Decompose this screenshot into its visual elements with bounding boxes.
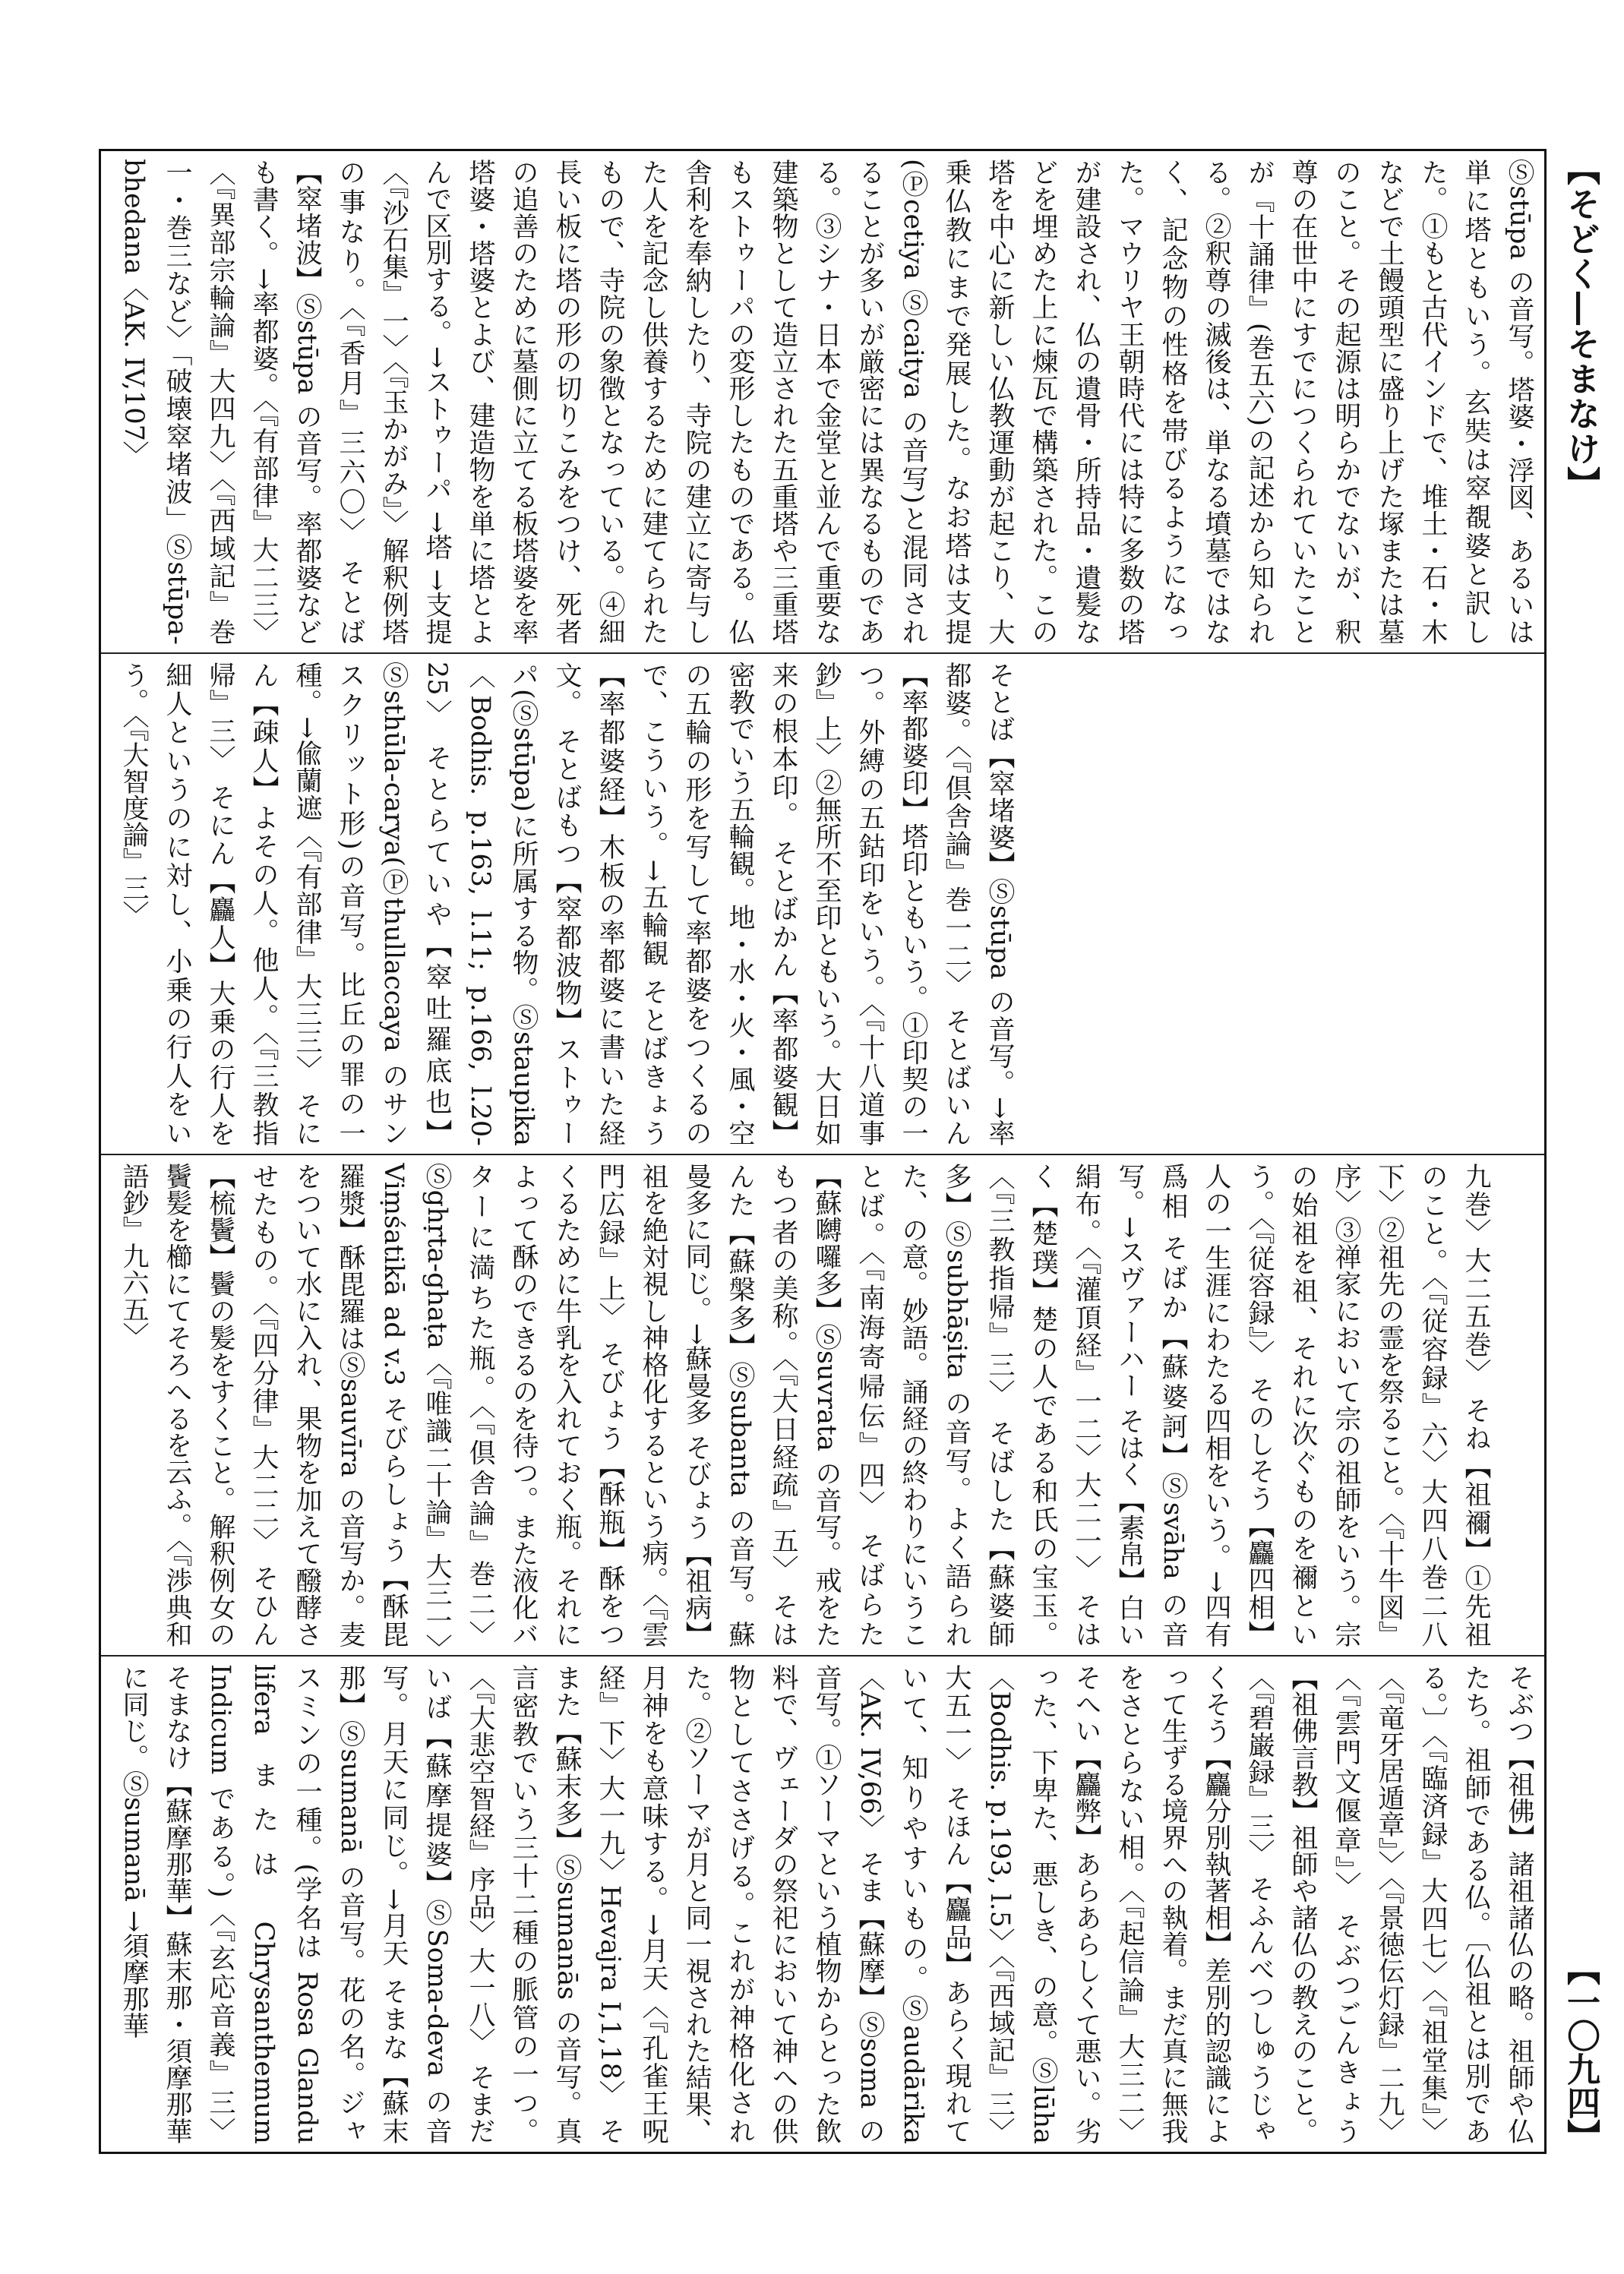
entry: そびらしょう【酥毘羅漿】酥毘羅はⓈsauvīra の音写か。麦をついて水に入れ、果物を加えて醱酵させたもの。〈『四分律』大二二〉 (248, 1163, 409, 1647)
entry: そぶつごんきょう【祖佛言教】祖師や諸仏の教えのこと。〈『碧巌録』三〉 (1244, 1664, 1361, 2144)
entry: そはく【素帛】白い絹布。〈『灌頂経』一二〉大二一〉 (1071, 1163, 1145, 1647)
entry: そにん【疎人】よその人。他人。〈『三教指帰』三〉 (205, 662, 322, 1146)
entry: そはく【楚璞】楚の人である和氏の宝玉。〈『三教指帰』三〉 (984, 1163, 1101, 1647)
entry: そね【祖禰】①先祖のこと。〈『従容録』六〉大四八巻二八下〉②祖先の霊を祭ること。〈『十牛図』序〉③禅家において宗の祖師をいう。宗の始祖を祖、それに次ぐものを禰という。〈『従容録』〉 (1244, 1163, 1491, 1647)
tier-1 (101, 151, 1544, 652)
tier-3 (101, 1154, 1544, 1655)
entry: そとばかん【率都婆観】密教でいう五輪観。地・水・火・風・空の五輪の形を写して率都婆をつくるので、こういう。→五輪観 (638, 662, 798, 1146)
header-close-bracket: 】 (1561, 466, 1600, 501)
entry: そまな【蘇末那】Ⓢsumanā の音写。花の名。ジャスミンの一種。(学名は Rosa Glandu lifera または Chrysanthemum Indicum である。)〈『玄応音義』三〉 (205, 1664, 409, 2144)
tier-4 (101, 1655, 1544, 2152)
entry: そばらた【蘇嚩囉多】Ⓢsuvrata の音写。戒をたもつ者の美称。〈『大日経疏』五〉 (768, 1163, 885, 1647)
running-header (1561, 152, 1600, 501)
entry: そへい【麤弊】あらあらしくて悪い。劣った、下卑た、悪しき、の意。Ⓢlūha〈Bodhis. p.193, l.5〉〈『西域記』三〉大五一〉 (941, 1664, 1101, 2144)
entry: そぶつ【祖佛】諸祖諸仏の略。祖師や仏たち。祖師である仏。〔仏祖とは別である。〕〈『臨済録』大四七〉〈『祖堂集』〉〈『竜牙居遁章』〉〈『景徳伝灯録』二九〉〈『雲門文偃章』〉 (1331, 1664, 1534, 2144)
header-open-bracket: 【 (1561, 152, 1600, 187)
tier-2-text (112, 662, 1021, 1146)
entry: そまた【蘇末多】Ⓢsumanās の音写。真言密教でいう三十二種の脈管の一つ。〈『大悲空智経』序品〉大一八〉 (465, 1664, 625, 2144)
tier-4-text (112, 1664, 1540, 2144)
entry: そまなけ【蘇摩那華】蘇末那・須摩那華に同じ。Ⓢsumanā →須摩那華 (118, 1664, 192, 2144)
entry: そとらていや【窣吐羅底也】Ⓢsthūla-carya(Ⓟthullaccaya のサンスクリット形)の音写。比丘の罪の一種。→偸蘭遮〈『有部律』大三三〉 (292, 662, 452, 1146)
entry: そばか【蘇婆訶】Ⓢsvāha の音写。→スヴァーハー (1114, 1163, 1188, 1647)
tier-3-text (112, 1163, 1497, 1647)
entry: そほん【麤品】あらく現れていて、知りやすいもの。Ⓢaudārika〈AK. IV,66〉 (855, 1664, 972, 2144)
entry: そとばいん【率都婆印】塔印ともいう。①印契の一つ。外縛の五鈷印をいう。〈『十八道事鈔』上〉②無所不至印ともいう。大日如来の根本印。 (768, 662, 972, 1146)
entry: そとば【窣堵波】Ⓢstūpa の音写。率都婆なども書く。→率都婆。〈『有部律』大二三〉〈『異部宗輪論』大四九〉〈『西域記』巻一・巻三など〉「破壊窣堵波」Ⓢstūpa-bhedana〈AK. IV,107〉 (118, 159, 365, 645)
entry: そとば【窣堵婆】Ⓢstūpa の音写。→率都婆。〈『倶舎論』巻一二〉 (941, 662, 1015, 1146)
entry: 九巻〉大二五巻〉 (1461, 1163, 1491, 1387)
entry: そふんべつしゅうじゃくそう【麤分別執著相】差別的認識によって生ずる境界への執着。まだ真に無我をさとらない相。〈『起信論』大三二〉 (1114, 1664, 1275, 2144)
entry: そびょう【祖病】祖を絶対視し神格化するという病。〈『雲門広録』上〉 (595, 1163, 712, 1647)
entry: そとばきょう【率都婆経】木板の率都婆に書いた経文。 (551, 662, 668, 1146)
entry: そまだいば【蘇摩提婆】ⓈSoma-deva の音写。月天に同じ。→月天 (378, 1664, 495, 2144)
header-title: そどく―そまなけ (1561, 187, 1600, 466)
page-frame (99, 149, 1547, 2154)
entry: そま【蘇摩】Ⓢsoma の音写。①ソーマという植物からとった飲料で、ヴェーダの祭祀において神への供物としてささげる。これが神格化された。②ソーマが月と同一視された結果、月神をも意味する。→月天〈『孔雀王呪経』下〉大一九〉Hevajra I,1,18〉 (595, 1664, 885, 2144)
entry: そのしそう【麤四相】人の一生涯にわたる四相をいう。→四有爲相 (1158, 1163, 1275, 1647)
entry: そとばもつ【窣都波物】ストゥーパ(Ⓢstūpa)に所属する物。Ⓢstaupika〈Bodhis. p.163, l.11; p.166, l.20-25〉 (422, 662, 582, 1146)
entry: Ⓢstūpa の音写。塔婆・浮図、あるいは単に塔ともいう。玄奘は窣覩婆と訳した。①もと古代インドで、堆土・石・木などで土饅頭型に盛り上げた塚または墓のこと。その起源は明らかでないが、釈尊の在世中にすでにつくられていたことが『十誦律』(巻五六)の記述から知られる。②釈尊の滅後は、単なる墳墓ではなく、記念物の性格を帯びるようになった。マウリヤ王朝時代には特に多数の塔が建設され、仏の遺骨・所持品・遺髪などを埋めた上に煉瓦で構築された。この塔を中心に新しい仏教運動が起こり、大乗仏教にまで発展した。なお塔は支提(Ⓟcetiya Ⓢcaitya の音写)と混同されることが多いが厳密には異なるものである。③シナ・日本で金堂と並んで重要な建築物として造立された五重塔や三重塔もストゥーパの変形したものである。仏舎利を奉納したり、寺院の建立に寄与した人を記念し供養するために建てられたもので、寺院の象徴となっている。④細長い板に塔の形の切りこみをつけ、死者の追善のために墓側に立てる板塔婆を率塔婆・塔婆とよび、建造物を単に塔とよんで区別する。→ストゥーパ →塔 →支提 〈『沙石集』一〉〈『玉かがみ』〉解釈例塔の事なり。〈『香月』三六〇〉 (335, 159, 1534, 645)
entry: そにん【麤人】大乗の行人を細人というのに対し、小乗の行人をいう。〈『大智度論』三〉 (118, 662, 235, 1146)
entry: そひん【梳鬢】鬢の髪をすくこと。解釈例女の鬢髪を櫛にてそろへるを云ふ。〈『渉典和語鈔』九六五〉 (118, 1163, 279, 1647)
page-number: 【一〇九四】 (1561, 1952, 1600, 2152)
entry: そびょう【酥瓶】酥をつくるために牛乳を入れておく瓶。それによって酥のできるのを待つ。また液化バターに満ちた瓶。〈『倶舎論』巻二〉Ⓢghṛta-ghaṭa〈『唯識二十論』大三一〉Viṃśatikā ad v.3 (378, 1163, 625, 1647)
tier-2 (101, 652, 1544, 1154)
entry: そはんた【蘇槃多】Ⓢsubanta の音写。蘇曼多に同じ。→蘇曼多 (681, 1163, 798, 1647)
entry: そばした【蘇婆師多】Ⓢsubhāṣita の音写。よく語られた、の意。妙語。誦経の終わりにいうことば。〈『南海寄帰伝』四〉 (855, 1163, 1015, 1647)
tier-1-text (112, 159, 1544, 645)
